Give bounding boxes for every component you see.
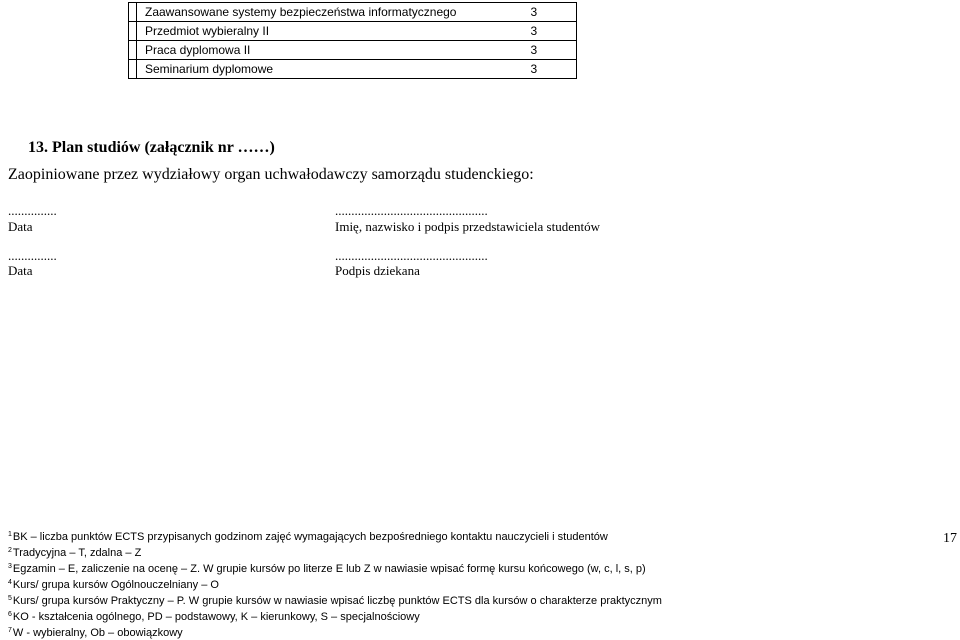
footnote-number: 3 [8, 563, 12, 570]
approval-paragraph: Zaopiniowane przez wydziałowy organ uchwałodawczy samorządu studenckiego: [8, 166, 534, 183]
table-cell-empty [129, 41, 137, 60]
table-cell-empty [129, 22, 137, 41]
date-dots-1: ............... [8, 203, 57, 218]
footnote [8, 544, 908, 560]
footnote-text: Kurs/ grupa kursów Praktyczny – P. W grupie kursów w nawiasie wpisać liczbę punktów ECTS dla kursów o charakterze praktycznym [12, 595, 662, 607]
footnote-number: 4 [8, 579, 12, 586]
footnote [8, 576, 908, 592]
footnote-text: W - wybieralny, Ob – obowiązkowy [12, 627, 183, 639]
course-name: Przedmiot wybieralny II [137, 22, 529, 41]
footnote-number: 6 [8, 611, 12, 618]
signature-dots-1: ............................................... [335, 203, 488, 218]
signature-dots-2: ............................................... [335, 248, 488, 263]
course-name: Seminarium dyplomowe [137, 60, 529, 79]
footnote [8, 608, 908, 624]
date-label-2: Data [8, 263, 33, 278]
footnotes [8, 528, 908, 640]
footnote [8, 528, 908, 544]
table-row [129, 41, 577, 60]
footnote [8, 592, 908, 608]
footnote [8, 624, 908, 640]
table-row [129, 22, 577, 41]
footnote [8, 560, 908, 576]
table-row [129, 3, 577, 22]
footnote-text: KO - kształcenia ogólnego, PD – podstawowy, K – kierunkowy, S – specjalnościowy [12, 611, 420, 623]
date-dots-2: ............... [8, 248, 57, 263]
dean-label: Podpis dziekana [335, 263, 420, 278]
table-row [129, 60, 577, 79]
course-ects: 3 [529, 3, 577, 22]
course-table [128, 2, 577, 79]
footnote-text: Kurs/ grupa kursów Ogólnouczelniany – O [12, 579, 219, 591]
course-name: Praca dyplomowa II [137, 41, 529, 60]
course-name: Zaawansowane systemy bezpieczeństwa informatycznego [137, 3, 529, 22]
footnote-text: Egzamin – E, zaliczenie na ocenę – Z. W grupie kursów po literze E lub Z w nawiasie wpisać formę kursu końcowego (w, c, l, s, p) [12, 563, 646, 575]
course-ects: 3 [529, 22, 577, 41]
footnote-text: Tradycyjna – T, zdalna – Z [12, 547, 142, 559]
footnote-text: BK – liczba punktów ECTS przypisanych godzinom zajęć wymagających bezpośredniego kontaktu nauczycieli i studentów [12, 531, 608, 543]
page-number: 17 [943, 531, 957, 546]
section-heading: 13. Plan studiów (załącznik nr ……) [28, 139, 275, 156]
footnote-number: 2 [8, 547, 12, 554]
table-cell-empty [129, 60, 137, 79]
student-rep-label: Imię, nazwisko i podpis przedstawiciela studentów [335, 219, 600, 234]
date-label-1: Data [8, 219, 33, 234]
footnote-number: 1 [8, 531, 12, 538]
course-ects: 3 [529, 60, 577, 79]
table-cell-empty [129, 3, 137, 22]
course-ects: 3 [529, 41, 577, 60]
footnote-number: 5 [8, 595, 12, 602]
footnote-number: 7 [8, 627, 12, 634]
